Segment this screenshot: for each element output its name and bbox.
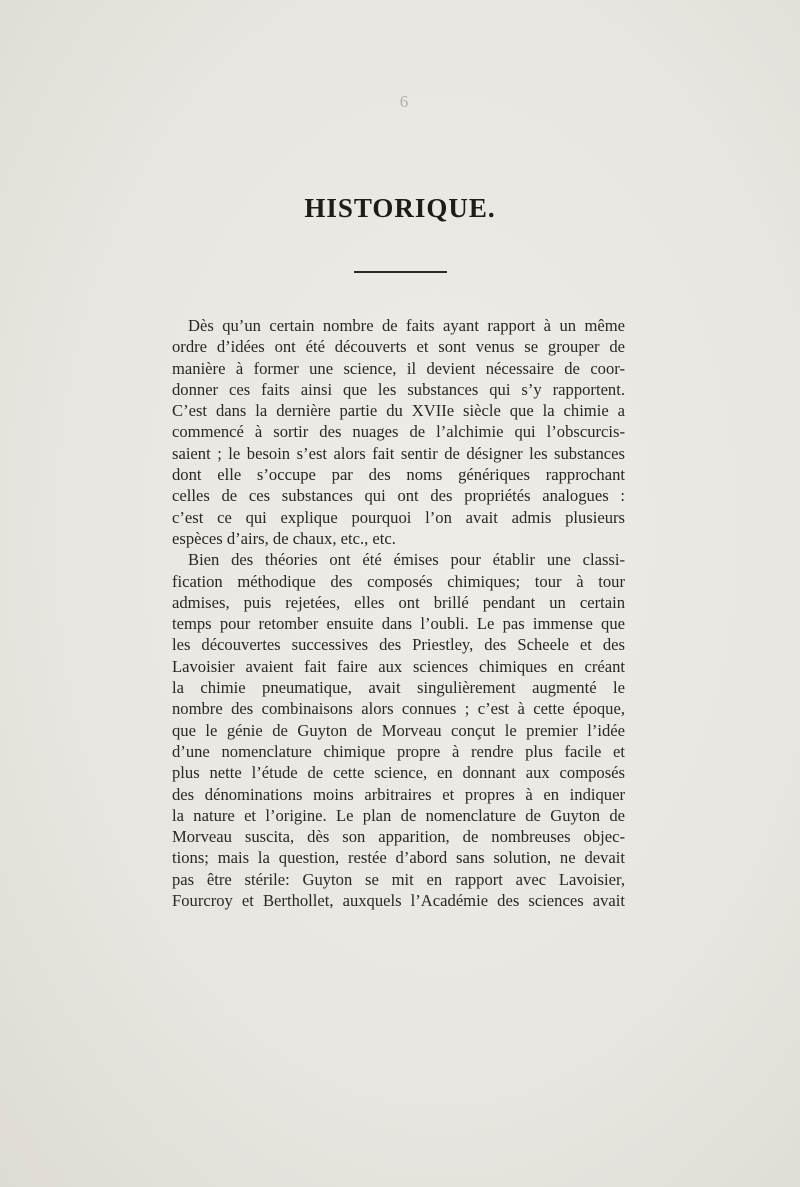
text-line: la nature et l’origine. Le plan de nomenclature de Guyton de bbox=[172, 805, 625, 825]
text-line: admises, puis rejetées, elles ont brillé pendant un certain bbox=[172, 592, 625, 612]
text-line: la chimie pneumatique, avait singulièrement augmenté le bbox=[172, 678, 625, 698]
text-line: des dénominations moins arbitraires et propres à en indiquer bbox=[172, 784, 625, 804]
text-line: Bien des théories ont été émises pour établir une classi- bbox=[188, 550, 625, 570]
title-divider bbox=[354, 271, 447, 273]
text-line: manière à former une science, il devient nécessaire de coor- bbox=[172, 358, 625, 378]
text-line: nombre des combinaisons alors connues ; c’est à cette époque, bbox=[172, 699, 625, 719]
text-line: donner ces faits ainsi que les substances qui s’y rapportent. bbox=[172, 379, 625, 399]
text-line: Morveau suscita, dès son apparition, de nombreuses objec- bbox=[172, 827, 625, 847]
text-line: celles de ces substances qui ont des propriétés analogues : bbox=[172, 486, 625, 506]
text-line: dont elle s’occupe par des noms génériques rapprochant bbox=[172, 465, 625, 485]
text-line: commencé à sortir des nuages de l’alchimie qui l’obscurcis- bbox=[172, 422, 625, 442]
text-line: plus nette l’étude de cette science, en donnant aux composés bbox=[172, 763, 625, 783]
page-number: 6 bbox=[399, 92, 409, 111]
text-line: Dès qu’un certain nombre de faits ayant rapport à un même bbox=[188, 316, 625, 335]
text-line: fication méthodique des composés chimiques; tour à tour bbox=[172, 571, 625, 591]
text-line: Lavoisier avaient fait faire aux sciences chimiques en créant bbox=[172, 656, 625, 676]
text-line: saient ; le besoin s’est alors fait sentir de désigner les substances bbox=[172, 443, 625, 463]
text-line: d’une nomenclature chimique propre à rendre plus facile et bbox=[172, 741, 625, 761]
body-text bbox=[172, 315, 625, 911]
text-line: ordre d’idées ont été découverts et sont venus se grouper de bbox=[172, 337, 625, 357]
text-line: C’est dans la dernière partie du XVIIe siècle que la chimie a bbox=[172, 401, 625, 421]
text-line: Fourcroy et Berthollet, auxquels l’Académie des sciences avait bbox=[172, 891, 625, 911]
text-line: c’est ce qui explique pourquoi l’on avait admis plusieurs bbox=[172, 507, 625, 527]
text-line: les découvertes successives des Priestley, des Scheele et des bbox=[172, 635, 625, 655]
text-line: espèces d’airs, de chaux, etc., etc. bbox=[172, 528, 396, 548]
text-line: tions; mais la question, restée d’abord sans solution, ne devait bbox=[172, 848, 625, 868]
text-line: pas être stérile: Guyton se mit en rapport avec Lavoisier, bbox=[172, 869, 625, 889]
chapter-title: HISTORIQUE. bbox=[304, 193, 496, 223]
text-line: que le génie de Guyton de Morveau conçut le premier l’idée bbox=[172, 720, 625, 740]
text-line: temps pour retomber ensuite dans l’oubli. Le pas immense que bbox=[172, 614, 625, 634]
